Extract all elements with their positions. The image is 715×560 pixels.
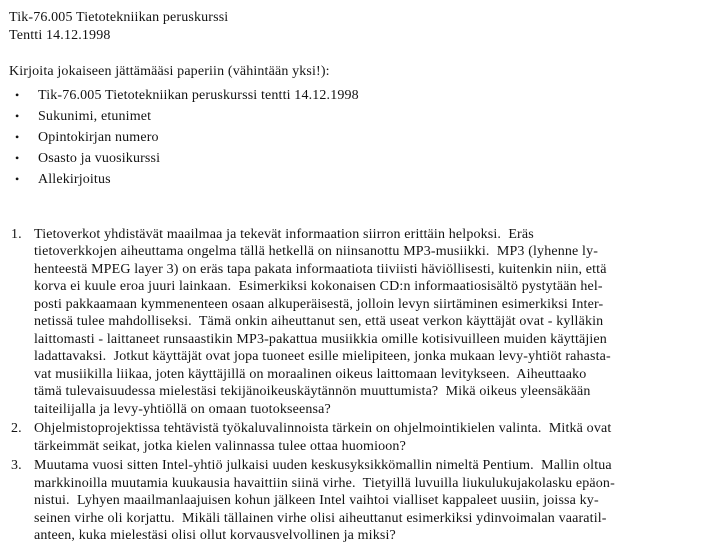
question-text (34, 457, 711, 545)
question-line: taiteilijalla ja levy-yhtiöllä on omaan tuotokseensa? (34, 401, 331, 417)
question-line: netissä tulee mahdolliseksi. Tämä onkin aiheuttanut sen, että useat verkon käyttäjät ovat - kylläkin (34, 314, 604, 329)
exam-date-line: Tentti 14.12.1998 (9, 27, 111, 43)
bullet-item-text: Allekirjoitus (38, 171, 111, 187)
question-item (9, 420, 711, 455)
question-line: anteen, kuka mielestäsi olisi ollut korvausvelvollinen ja miksi? (34, 528, 396, 543)
bullet-icon: • (15, 108, 20, 123)
bullet-item (9, 148, 711, 169)
bullet-icon: • (15, 171, 20, 186)
bullet-item (9, 127, 711, 148)
question-line: ladattavaksi. Jotkut käyttäjät ovat jopa tuoneet esille mielipiteen, jonka mukaan levy-yhtiöt rahasta- (34, 349, 611, 364)
question-line: markkinoilla muutamia kuukausia havaittiin siinä virhe. Tietyillä luvuilla liukulukujakolasku epäon- (34, 475, 615, 491)
bullet-item-text: Sukunimi, etunimet (38, 108, 152, 124)
question-item (9, 226, 711, 419)
instructions-heading: Kirjoita jokaiseen jättämääsi paperiin (vähintään yksi!): (9, 64, 330, 79)
question-line: nistui. Lyhyen maailmanlaajuisen kohun jälkeen Intel vaihtoi vialliset kappaleet uusiin, joissa ky- (34, 493, 599, 508)
questions-section (9, 226, 711, 545)
bullet-icon: • (15, 129, 20, 144)
question-line: laittomasti - laittaneet runsaastikin MP3-pakattua musiikkia omille kotisivuilleen muiden käyttäjien (34, 331, 607, 347)
question-number: 3. (11, 458, 22, 473)
instructions-list (9, 85, 711, 190)
bullet-item (9, 106, 711, 127)
question-line: posti pakkaamaan kymmenenteen osaan alkuperäisestä, jolloin levyn siirtäminen esimerkiksi Inter- (34, 296, 604, 312)
question-line: Ohjelmistoprojektissa tehtävistä työkaluvalinnoista tärkein on ohjelmointikielen valinta. Mitkä ovat (34, 421, 612, 436)
question-line: Muutama vuosi sitten Intel-yhtiö julkaisi uuden keskusyksikkömallin nimeltä Pentium. Mallin oltua (34, 458, 612, 473)
bullet-item (9, 169, 711, 190)
document-header (9, 9, 711, 44)
question-line: tärkeimmät seikat, jotka kielen valinnassa tulee ottaa huomioon? (34, 438, 406, 454)
question-text (34, 420, 711, 455)
bullet-item-text: Opintokirjan numero (38, 129, 159, 145)
question-text (34, 226, 711, 419)
bullet-item-text: Tik-76.005 Tietotekniikan peruskurssi tentti 14.12.1998 (38, 87, 359, 103)
question-line: korva ei kuule eroa juuri lainkaan. Esimerkiksi kokonaisen CD:n informaatiosisältö pystytään hel- (34, 279, 603, 294)
course-title: Tik-76.005 Tietotekniikan peruskurssi (9, 10, 229, 25)
instructions-section (9, 63, 711, 190)
bullet-item (9, 85, 711, 106)
bullet-icon: • (15, 150, 20, 165)
question-line: Tietoverkot yhdistävät maailmaa ja tekevät informaation siirron erittäin helpoksi. Eräs (34, 226, 534, 242)
bullet-icon: • (15, 87, 20, 102)
question-line: seinen virhe oli korjattu. Mikäli tällainen virhe olisi aiheuttanut esimerkiksi ydinvoimalan vaaratil- (34, 510, 607, 526)
question-line: tietoverkkojen aiheuttama ongelma tällä hetkellä on niinsanottu MP3-musiikki. MP3 (lyhenne ly- (34, 244, 599, 259)
question-line: vat musiikilla liikaa, joten käyttäjillä on moraalinen oikeus laittomaan levitykseen. Aiheuttaako (34, 366, 587, 382)
question-number: 1. (11, 226, 22, 242)
bullet-item-text: Osasto ja vuosikurssi (38, 150, 161, 166)
question-number: 2. (11, 421, 22, 436)
question-line: tämä tulevaisuudessa mielestäsi tekijänoikeuskäytännön muuttumista? Mikä oikeus yleensäkään (34, 384, 591, 399)
question-line: henteestä MPEG layer 3) on eräs tapa pakata informaatiota tiiviisti häviöllisesti, kuitenkin niin, että (34, 261, 607, 277)
question-item (9, 457, 711, 545)
